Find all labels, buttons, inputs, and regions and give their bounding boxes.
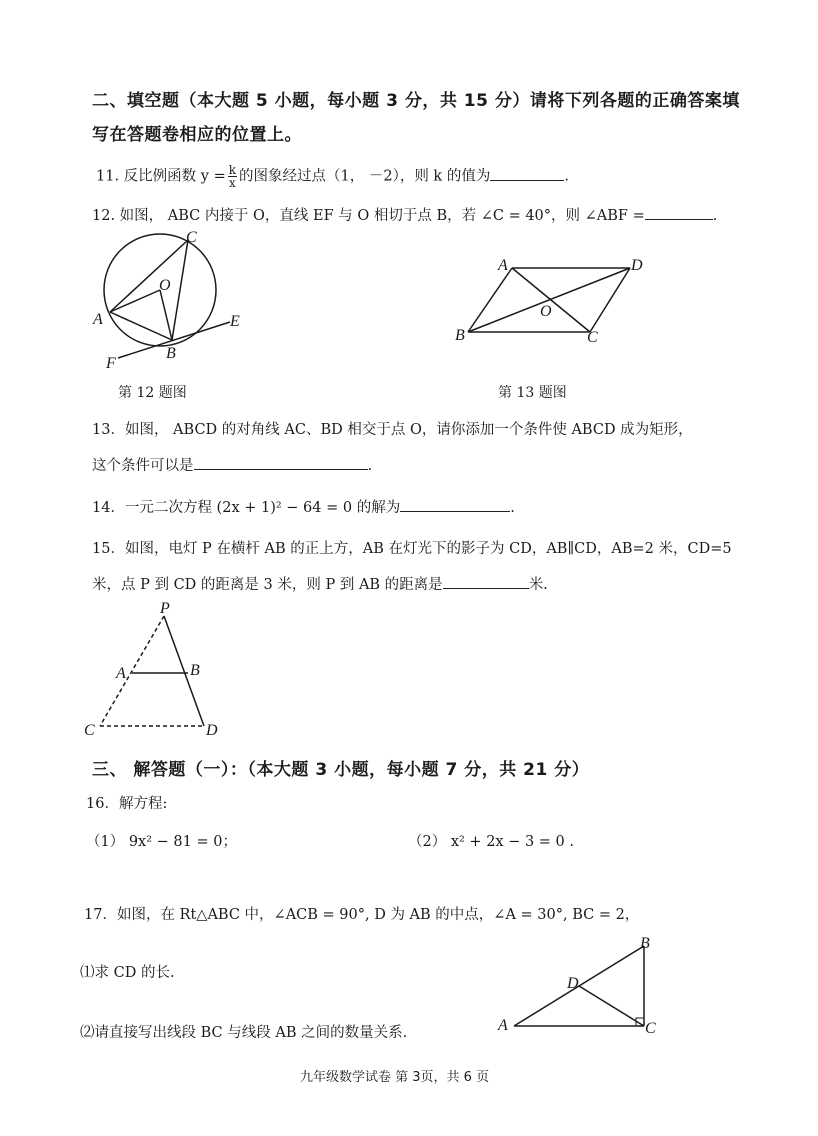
figure-15-light-shadow <box>80 600 230 740</box>
fig13-label-b: B <box>455 327 465 344</box>
question-15-line1: 15．如图，电灯 P 在横杆 AB 的正上方，AB 在灯光下的影子为 CD，AB∥CD，AB=2 米，CD=5 <box>92 541 732 557</box>
question-16-part2: （2） x² + 2x − 3 = 0 . <box>408 834 574 850</box>
figure-13-caption: 第 13 题图 <box>498 385 567 401</box>
figure-12-caption: 第 12 题图 <box>118 385 187 401</box>
question-17-title: 17．如图，在 Rt△ABC 中，∠ACB = 90°, D 为 AB 的中点，∠A = 30°, BC = 2， <box>84 907 640 923</box>
fig15-label-p: P <box>160 600 170 617</box>
q12-text: 12. 如图， ABC 内接于 O，直线 EF 与 O 相切于点 B，若 ∠C = 40°，则 ∠ABF = <box>92 208 645 224</box>
fig15-label-c: C <box>84 722 95 739</box>
question-11 <box>96 164 569 189</box>
q14-end: . <box>510 500 515 516</box>
q15-line2-text: 米，点 P 到 CD 的距离是 3 米，则 P 到 AB 的距离是 <box>92 577 443 593</box>
q11-text-after: 的图象经过点（1， －2），则 k 的值为 <box>239 168 491 185</box>
fig17-median-cd <box>579 986 644 1026</box>
section-2-title-line2: 写在答题卷相应的位置上。 <box>92 125 302 145</box>
fig13-side-ab <box>468 268 512 332</box>
page-footer: 九年级数学试卷 第 3页，共 6 页 <box>300 1070 490 1085</box>
q14-text: 14．一元二次方程 (2x + 1)² − 64 = 0 的解为 <box>92 500 401 516</box>
fig13-label-c: C <box>587 329 598 346</box>
q14-answer-blank <box>400 497 510 512</box>
q13-end: . <box>367 458 373 474</box>
question-17-part2: ⑵请直接写出线段 BC 与线段 AB 之间的数量关系. <box>80 1025 408 1041</box>
q11-frac-denominator: x <box>228 176 236 190</box>
fig17-label-d: D <box>567 975 579 992</box>
fig15-label-b: B <box>190 662 200 679</box>
fig12-label-e: E <box>230 313 240 330</box>
section-3-title: 三、 解答题（一）：（本大题 3 小题，每小题 7 分，共 21 分） <box>92 760 590 780</box>
question-16-part1: （1） 9x² − 81 = 0； <box>86 834 237 850</box>
fig12-label-f: F <box>106 355 116 372</box>
fig12-segment-ab <box>110 312 172 340</box>
fig12-label-o: O <box>159 277 171 294</box>
fig13-side-dc <box>590 268 630 332</box>
fig12-segment-ob <box>160 290 172 340</box>
q12-answer-blank <box>645 205 713 220</box>
q13-answer-blank <box>194 455 368 470</box>
fig12-label-c: C <box>186 229 197 246</box>
fig17-label-a: A <box>498 1017 508 1034</box>
fig13-label-d: D <box>631 257 643 274</box>
figure-13-parallelogram <box>450 252 650 352</box>
question-14 <box>92 496 515 517</box>
question-17-part1: ⑴求 CD 的长. <box>80 965 175 981</box>
section-2-title-line1: 二、填空题（本大题 5 小题，每小题 3 分，共 15 分）请将下列各题的正确答案填 <box>92 91 740 111</box>
fig15-label-d: D <box>206 722 218 739</box>
fig17-label-c: C <box>645 1020 656 1037</box>
question-16-title: 16．解方程: <box>86 796 168 812</box>
q13-line2-text: 这个条件可以是 <box>92 458 194 474</box>
fig13-label-a: A <box>498 257 508 274</box>
figure-12-circle-tangent <box>90 228 260 378</box>
fig12-segment-oa <box>110 290 160 312</box>
question-12 <box>92 204 717 225</box>
q15-line2-unit: 米. <box>528 577 548 593</box>
q11-frac-numerator: k <box>228 163 237 177</box>
question-15-line2 <box>92 573 548 594</box>
fig15-label-a: A <box>116 665 126 682</box>
question-13-line1: 13．如图， ABCD 的对角线 AC、BD 相交于点 O，请你添加一个条件使 ABCD 成为矩形， <box>92 422 693 438</box>
fig17-label-b: B <box>640 935 650 952</box>
q11-end: . <box>564 168 569 185</box>
question-13-line2 <box>92 454 372 475</box>
fig13-label-o: O <box>540 303 552 320</box>
fig15-ray-pc <box>100 616 164 726</box>
q11-answer-blank <box>490 166 564 181</box>
q11-fraction <box>228 164 237 189</box>
fig13-diagonal-bd <box>468 268 630 332</box>
fig12-segment-cb <box>172 240 188 340</box>
q12-end: . <box>712 208 718 224</box>
fig12-segment-ca <box>110 240 188 312</box>
q15-answer-blank <box>443 574 529 589</box>
figure-17-right-triangle <box>494 932 674 1042</box>
fig12-label-a: A <box>93 311 103 328</box>
fig12-label-b: B <box>166 345 176 362</box>
q11-text-before: 11. 反比例函数 y = <box>96 168 226 185</box>
